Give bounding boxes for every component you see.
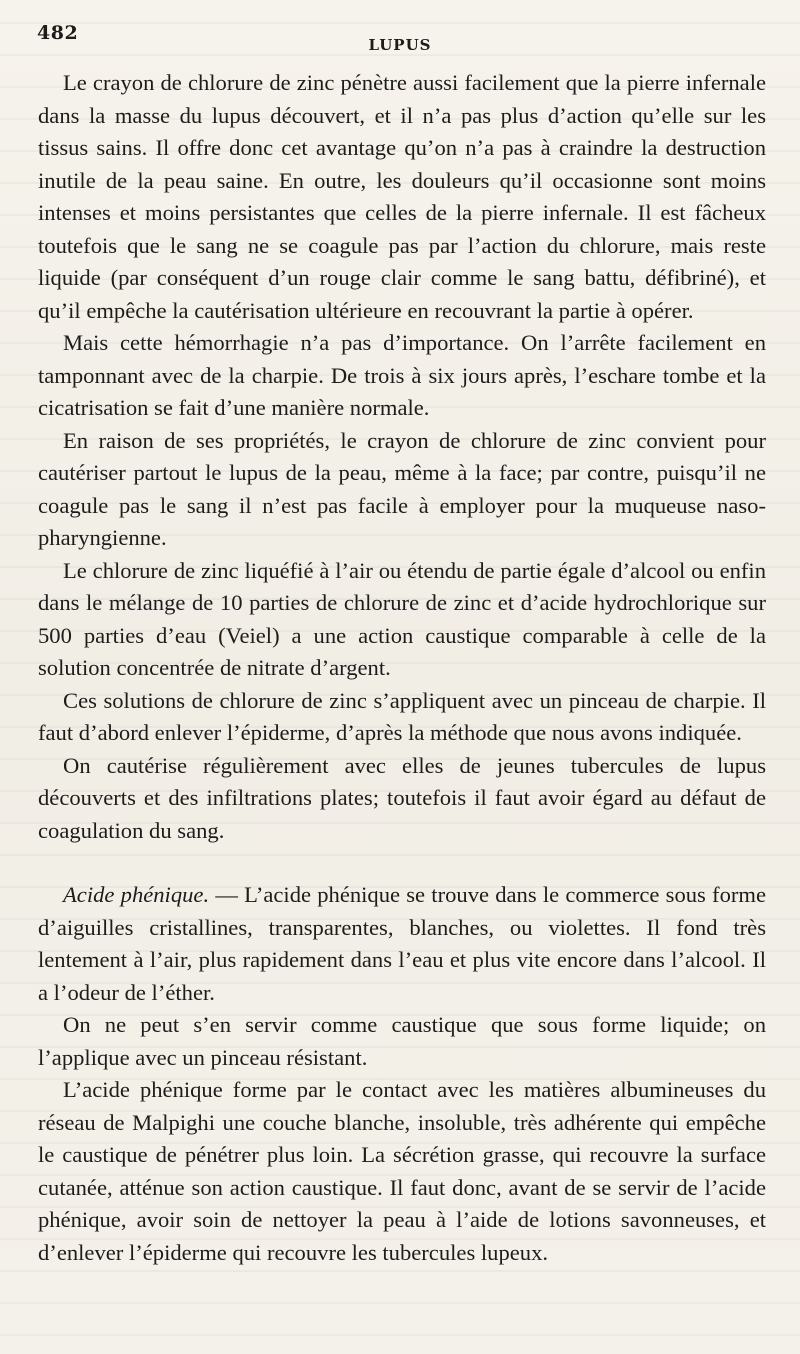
paragraph-solutions: Ces solutions de chlorure de zinc s’appliquent avec un pinceau de charpie. Il faut d’abord enlever l’épiderme, d’après la méthode que nous avons indiquée. (38, 687, 766, 745)
section-heading-acide-phenique: Acide phénique. (63, 882, 210, 907)
paragraph-acide-phenique (38, 879, 766, 1009)
paragraph-zinc-crayon: Le crayon de chlorure de zinc pénètre aussi facilement que la pierre infernale dans la masse du lupus découvert, et il n’a pas plus d’action qu’elle sur les tissus sains. Il offre donc cet avantage qu’on n’a pas à craindre la destruction inutile de la peau saine. En outre, les douleurs qu’il occasionne sont moins intenses et moins persistantes que celles de la pierre infernale. Il est fâcheux toutefois que le sang ne se coagule pas par l’action du chlorure, mais reste liquide (par conséquent d’un rouge clair comme le sang battu, défibriné), et qu’il empêche la cautérisation ultérieure en recouvrant la partie à opérer. (38, 70, 766, 323)
paragraph-malpighi: L’acide phénique forme par le contact avec les matières albumineuses du réseau de Malpighi une couche blanche, insoluble, très adhérente qui empêche le caustique de pénétrer plus loin. La sécrétion grasse, qui recouvre la surface cutanée, atténue son action caustique. Il faut donc, avant de se servir de l’acide phénique, avoir soin de nettoyer la peau à l’aide de lotions savonneuses, et d’enlever l’épiderme qui recouvre les tubercules lupeux. (38, 1077, 766, 1265)
paragraph-liquefied-chloride: Le chlorure de zinc liquéfié à l’air ou étendu de partie égale d’alcool ou enfin dans le mélange de 10 parties de chlorure de zinc et d’acide hydrochlorique sur 500 parties d’eau (Veiel) a une action caustique comparable à celle de la solution concentrée de nitrate d’argent. (38, 557, 766, 680)
page-number: 482 (37, 22, 79, 44)
acide-phenique-lead-text: — L’acide phénique se trouve dans le commerce sous forme d’aiguilles cristallines, transparentes, blanches, ou violettes. Il fond très lentement à l’air, plus rapidement dans l’eau et plus vite encore dans l’alcool. Il a l’odeur de l’éther. (38, 882, 766, 1005)
running-title: LUPUS (368, 36, 432, 54)
paragraph-cauterize: On cautérise régulièrement avec elles de jeunes tubercules de lupus découverts et des infiltrations plates; toutefois il faut avoir égard au défaut de coagulation du sang. (38, 752, 766, 843)
paragraph-liquid-use: On ne peut s’en servir comme caustique que sous forme liquide; on l’applique avec un pinceau résistant. (38, 1012, 766, 1070)
paragraph-properties: En raison de ses propriétés, le crayon de chlorure de zinc convient pour cautériser partout le lupus de la peau, même à la face; par contre, puisqu’il ne coagule pas le sang il n’est pas facile à employer pour la muqueuse naso-pharyngienne. (38, 427, 766, 550)
paragraph-hemorrhage: Mais cette hémorrhagie n’a pas d’importance. On l’arrête facilement en tamponnant avec de la charpie. De trois à six jours après, l’eschare tombe et la cicatrisation se fait d’une manière normale. (38, 330, 766, 420)
body-text (38, 67, 766, 1269)
